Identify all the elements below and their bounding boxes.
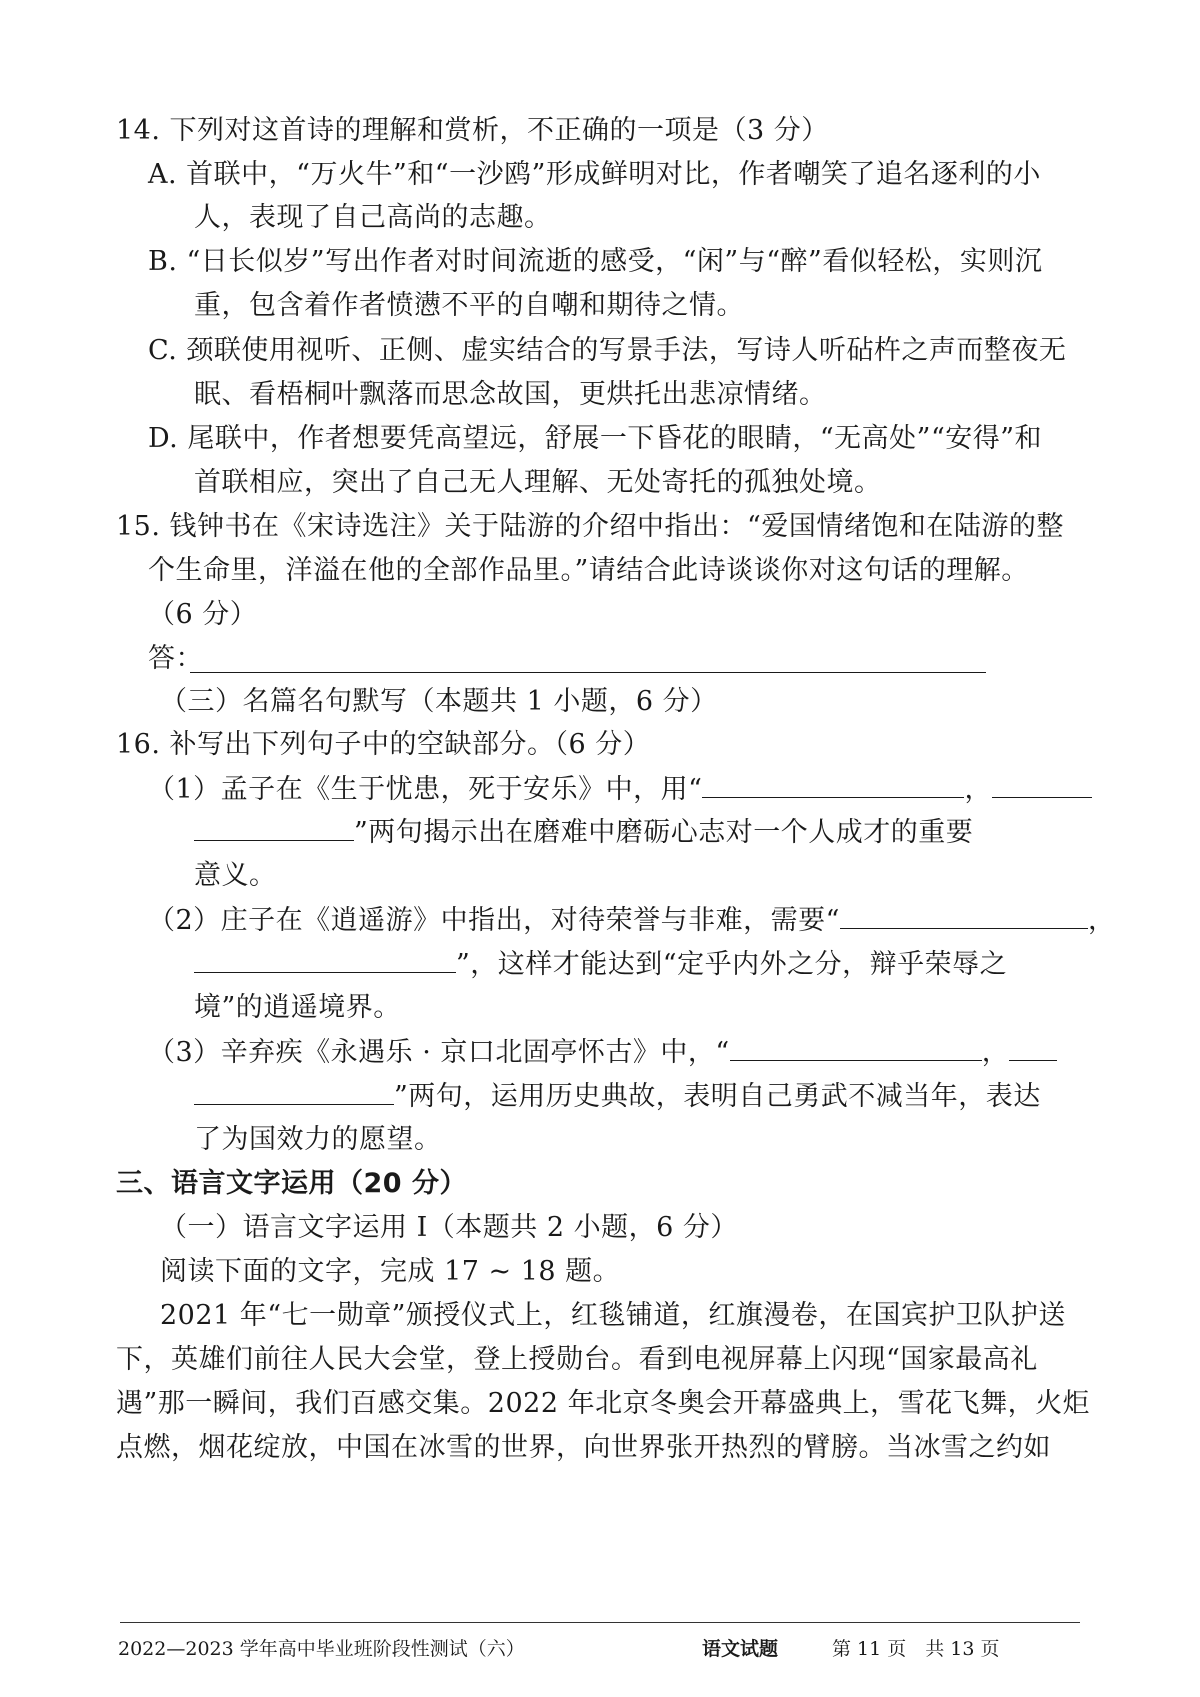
fill-blank[interactable] <box>992 775 1092 798</box>
reading-instruction: 阅读下面的文字，完成 17 ~ 18 题。 <box>160 1256 621 1287</box>
fill-blank[interactable] <box>702 775 964 798</box>
q14-option-b-line2: 重，包含着作者愤懑不平的自嘲和期待之情。 <box>194 290 744 321</box>
q16-part3-line1 <box>148 1038 1057 1066</box>
q16-part1-tail: ”两句揭示出在磨难中磨砺心志对一个人成才的重要 <box>354 817 974 848</box>
q14-option-c-line1: C. 颈联使用视听、正侧、虚实结合的写景手法，写诗人听砧杵之声而整夜无 <box>148 335 1067 366</box>
q16-part1-line2 <box>194 818 973 846</box>
comma: ， <box>964 774 992 805</box>
q16-part3-tail: ”两句，运用历史典故，表明自己勇武不减当年，表达 <box>394 1081 1041 1112</box>
q16-part1-line3: 意义。 <box>194 860 277 891</box>
q15-line2: 个生命里，洋溢在他的全部作品里。”请结合此诗谈谈你对这句话的理解。 <box>148 555 1029 586</box>
footer-page-number: 第 11 页 共 13 页 <box>832 1638 1000 1660</box>
q16-part1-prompt: （1）孟子在《生于忧患，死于安乐》中，用“ <box>148 774 703 805</box>
q16-part1-line1 <box>148 775 1092 803</box>
fill-blank[interactable] <box>730 1038 982 1061</box>
q14-option-a-line1: A. 首联中，“万火牛”和“一沙鸥”形成鲜明对比，作者嘲笑了追名逐利的小 <box>148 159 1041 190</box>
passage-line4: 点燃，烟花绽放，中国在冰雪的世界，向世界张开热烈的臂膀。当冰雪之约如 <box>116 1432 1051 1463</box>
passage-line1: 2021 年“七一勋章”颁授仪式上，红毯铺道，红旗漫卷，在国宾护卫队护送 <box>160 1300 1066 1331</box>
q16-part2-line3: 境”的逍遥境界。 <box>194 992 401 1023</box>
passage-line2: 下，英雄们前往人民大会堂，登上授勋台。看到电视屏幕上闪现“国家最高礼 <box>116 1344 1038 1375</box>
fill-blank[interactable] <box>194 950 456 973</box>
fill-blank[interactable] <box>194 818 354 841</box>
part3-subheading: （一）语言文字运用 Ⅰ（本题共 2 小题，6 分） <box>160 1212 738 1243</box>
answer-label: 答： <box>148 643 203 674</box>
section3-heading: （三）名篇名句默写（本题共 1 小题，6 分） <box>160 686 718 717</box>
footer-subject: 语文试题 <box>702 1638 779 1660</box>
q14-option-d-line1: D. 尾联中，作者想要凭高望远，舒展一下昏花的眼睛，“无高处”“安得”和 <box>148 423 1043 454</box>
fill-blank[interactable] <box>1009 1038 1057 1061</box>
q16-part3-prompt: （3）辛弃疾《永遇乐 · 京口北固亭怀古》中，“ <box>148 1037 730 1068</box>
q14-option-d-line2: 首联相应，突出了自己无人理解、无处寄托的孤独处境。 <box>194 467 882 498</box>
part3-heading: 三、语言文字运用（20 分） <box>116 1168 467 1199</box>
q16-part3-line2 <box>194 1082 1041 1110</box>
passage-line3: 遇”那一瞬间，我们百感交集。2022 年北京冬奥会开幕盛典上，雪花飞舞，火炬 <box>116 1388 1091 1419</box>
q14-option-b-line1: B. “日长似岁”写出作者对时间流逝的感受，“闲”与“醉”看似轻松，实则沉 <box>148 246 1043 277</box>
q16-part2-line2 <box>194 950 1007 978</box>
q16-stem: 16. 补写出下列句子中的空缺部分。（6 分） <box>116 729 651 760</box>
q16-part2-tail: ”，这样才能达到“定乎内外之分，辩乎荣辱之 <box>456 949 1008 980</box>
q16-part2-line1 <box>148 906 1115 934</box>
footer-divider <box>120 1622 1080 1623</box>
comma: ， <box>981 1037 1010 1068</box>
fill-blank[interactable] <box>194 1082 394 1105</box>
q14-stem: 14. 下列对这首诗的理解和赏析，不正确的一项是（3 分） <box>116 115 829 146</box>
q14-option-c-line2: 眠、看梧桐叶飘落而思念故国，更烘托出悲凉情绪。 <box>194 379 827 410</box>
comma: ， <box>1087 905 1116 936</box>
footer-exam-title: 2022—2023 学年高中毕业班阶段性测试（六） <box>118 1638 525 1660</box>
q15-line1: 15. 钱钟书在《宋诗选注》关于陆游的介绍中指出：“爱国情绪饱和在陆游的整 <box>116 511 1064 542</box>
fill-blank[interactable] <box>840 906 1088 929</box>
q14-option-a-line2: 人，表现了自己高尚的志趣。 <box>194 202 552 233</box>
q16-part3-line3: 了为国效力的愿望。 <box>194 1124 442 1155</box>
q16-part2-prompt: （2）庄子在《逍遥游》中指出，对待荣誉与非难，需要“ <box>148 905 840 936</box>
answer-line[interactable] <box>190 672 986 673</box>
q15-line3: （6 分） <box>148 599 258 630</box>
